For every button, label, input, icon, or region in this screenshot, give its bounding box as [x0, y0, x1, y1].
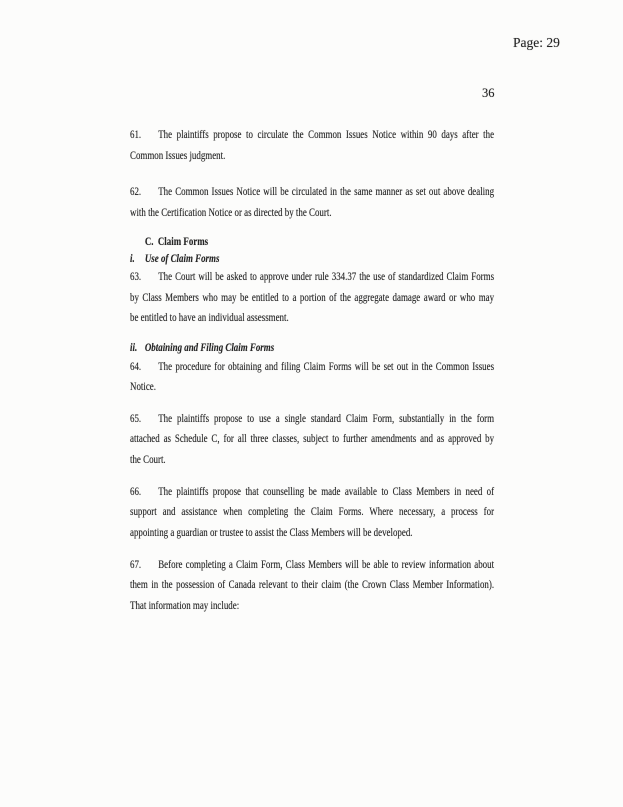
- paragraph-number: 65.: [130, 410, 142, 425]
- paragraph-text: The plaintiffs propose to use a single standard Claim Form, substantially in the form: [158, 410, 495, 425]
- paragraph-number: 63.: [130, 269, 142, 283]
- paragraph-text: the Court.: [130, 451, 166, 466]
- heading-text: Obtaining and Filing Claim Forms: [144, 340, 275, 354]
- paragraph-67: [130, 554, 494, 616]
- paragraph-text: with the Certification Notice or as directed by the Court.: [130, 204, 332, 219]
- section-subheading-hii: [130, 339, 494, 356]
- paragraph-63: [130, 266, 494, 328]
- text-line: [130, 266, 494, 287]
- heading-label: ii.: [130, 340, 138, 354]
- paragraph-66: [130, 481, 494, 543]
- text-line: [130, 124, 494, 145]
- document-body: [130, 124, 494, 615]
- heading-label: C.: [144, 234, 154, 248]
- paragraph-64: [130, 356, 494, 397]
- paragraph-text: The Court will be asked to approve under rule 334.37 the use of standardized Claim Forms: [158, 269, 495, 283]
- text-line: [130, 181, 494, 202]
- text-line: [130, 481, 494, 502]
- paragraph-number: 67.: [130, 556, 142, 571]
- paragraph-text: The Common Issues Notice will be circulated in the same manner as set out above dealing: [158, 184, 495, 198]
- paragraph-text: Common Issues judgment.: [130, 147, 226, 162]
- paragraph-text: support and assistance when completing the Claim Forms. Where necessary, a process for: [130, 504, 495, 518]
- heading-text: Use of Claim Forms: [144, 250, 220, 265]
- text-line: [130, 287, 494, 308]
- text-line: [130, 522, 494, 543]
- text-line: [130, 574, 494, 595]
- paragraph-text: attached as Schedule C, for all three classes, subject to further amendments and as approved by: [130, 431, 495, 445]
- text-line: [130, 376, 494, 397]
- viewer-page-label: Page: 29: [513, 35, 560, 50]
- text-line: [130, 595, 494, 616]
- text-line: [130, 145, 494, 166]
- text-line: [130, 501, 494, 522]
- paragraph-text: Notice.: [130, 379, 157, 393]
- paragraph-number: 61.: [130, 127, 142, 141]
- section-subheading-hi: [130, 250, 494, 267]
- document-page-number: 36: [482, 86, 495, 100]
- paragraph-number: 66.: [130, 483, 142, 498]
- paragraph-text: appointing a guardian or trustee to assist the Class Members will be developed.: [130, 524, 413, 539]
- paragraph-text: That information may include:: [130, 597, 240, 612]
- text-line: [130, 356, 494, 377]
- text-line: [130, 202, 494, 223]
- paragraph-62: [130, 181, 494, 222]
- paragraph-text: The plaintiffs propose that counselling be made available to Class Members in need of: [158, 483, 495, 498]
- paragraph-text: be entitled to have an individual assessment.: [130, 310, 289, 324]
- paragraph-number: 62.: [130, 184, 142, 198]
- text-line: [130, 554, 494, 575]
- paragraph-text: by Class Members who may be entitled to a portion of the aggregate damage award or who may: [130, 289, 495, 304]
- heading-label: i.: [130, 250, 135, 265]
- paragraph-text: The plaintiffs propose to circulate the Common Issues Notice within 90 days after the: [158, 127, 495, 141]
- paragraph-61: [130, 124, 494, 165]
- paragraph-number: 64.: [130, 358, 142, 373]
- text-line: [130, 408, 494, 429]
- text-line: [130, 449, 494, 470]
- text-line: [130, 428, 494, 449]
- paragraph-text: Before completing a Claim Form, Class Members will be able to review information about: [158, 556, 495, 571]
- section-heading-hc: [145, 233, 494, 250]
- paragraph-text: them in the possession of Canada relevant to their claim (the Crown Class Member Information).: [130, 577, 495, 591]
- text-line: [130, 307, 494, 328]
- paragraph-65: [130, 408, 494, 470]
- heading-text: Claim Forms: [157, 234, 209, 248]
- paragraph-text: The procedure for obtaining and filing Claim Forms will be set out in the Common Issues: [158, 358, 495, 373]
